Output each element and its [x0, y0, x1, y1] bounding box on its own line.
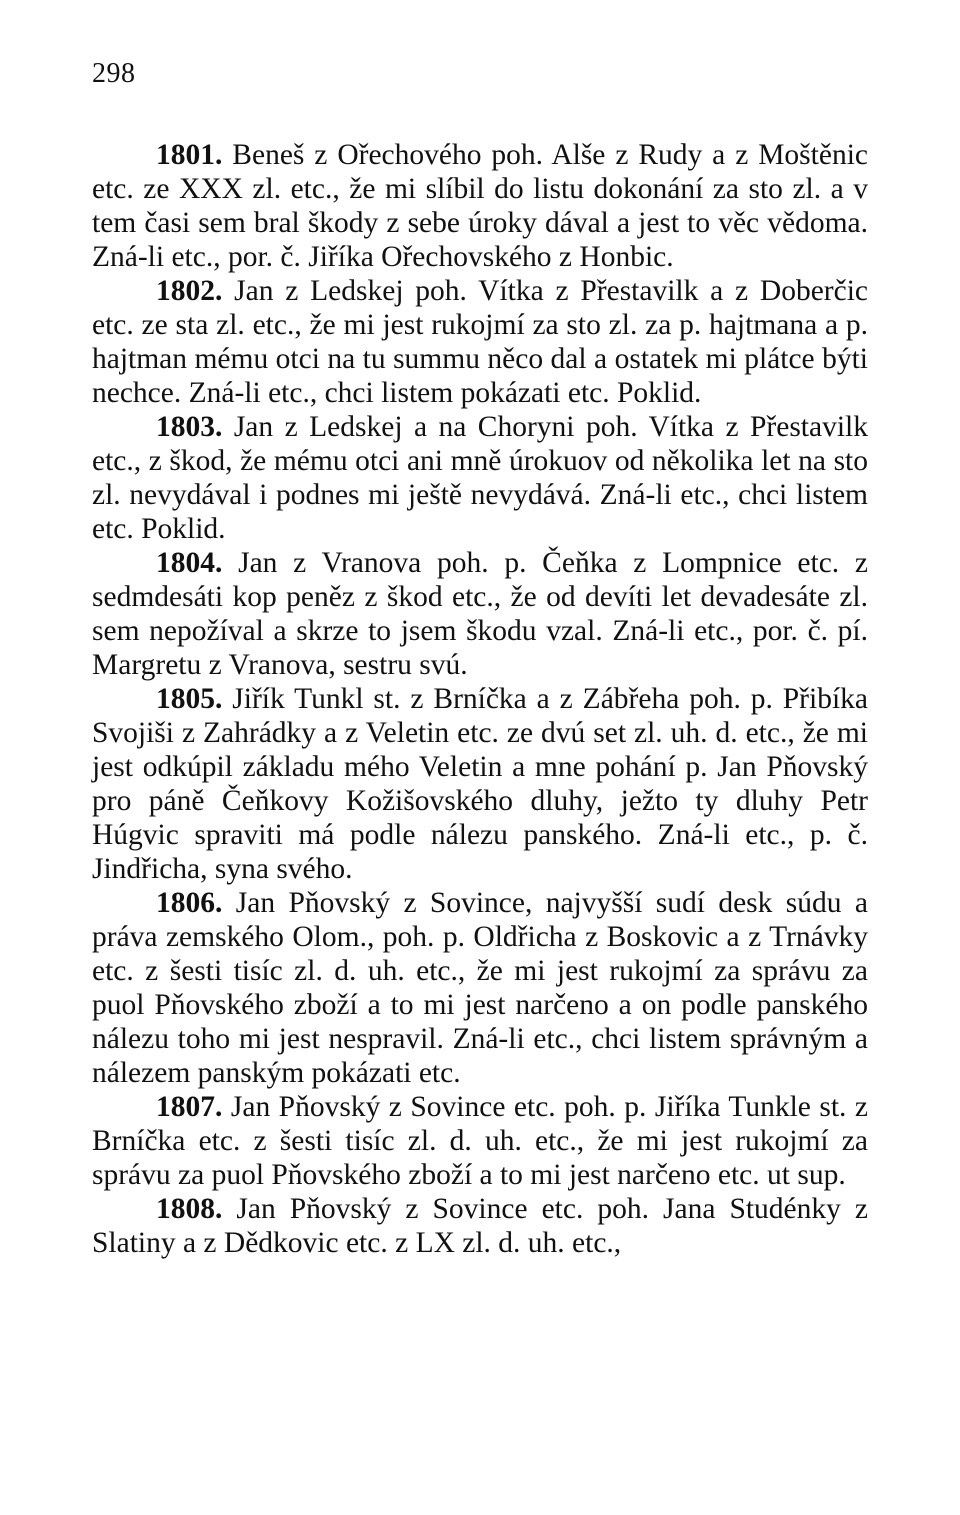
entry-number: 1801. — [156, 139, 223, 171]
entry-1804 — [92, 546, 868, 682]
entry-1803 — [92, 410, 868, 546]
entry-text: Jan z Ledskej poh. Vítka z Přestavilk a z Doberčic etc. ze sta zl. etc., že mi jest rukojmí za sto zl. za p. hajtmana a p. hajtman mému otci na tu summu něco dal a ostatek mi plátce býti nechce. Zná-li etc., chci listem pokázati etc. Poklid. — [92, 275, 868, 409]
entry-1806 — [92, 886, 868, 1090]
entry-text: Beneš z Ořechového poh. Alše z Rudy a z Moštěnic etc. ze XXX zl. etc., že mi slíbil do listu dokonání za sto zl. a v tem časi sem bral škody z sebe úroky dával a jest to věc vědoma. Zná-li etc., por. č. Jiříka Ořechovského z Honbic. — [92, 139, 868, 273]
entry-1801 — [92, 138, 868, 274]
page — [92, 56, 868, 1260]
entry-text: Jan z Ledskej a na Choryni poh. Vítka z Přestavilk etc., z škod, že mému otci ani mně úrokuov od několika let na sto zl. nevydával i podnes mi ještě nevydává. Zná-li etc., chci listem etc. Poklid. — [92, 411, 868, 545]
entry-number: 1802. — [156, 275, 223, 307]
entry-number: 1805. — [156, 683, 223, 715]
entry-1807 — [92, 1090, 868, 1192]
entry-number: 1808. — [156, 1193, 223, 1225]
entry-number: 1803. — [156, 411, 223, 443]
entry-text: Jan Pňovský z Sovince etc. poh. p. Jiříka Tunkle st. z Brníčka etc. z šesti tisíc zl. d. uh. etc., že mi jest rukojmí za správu za puol Pňovského zboží a to mi jest narčeno etc. ut sup. — [92, 1091, 869, 1191]
entry-text: Jiřík Tunkl st. z Brníčka a z Zábřeha poh. p. Přibíka Svojiši z Zahrádky a z Veletin etc. ze dvú set zl. uh. d. etc., že mi jest odkúpil základu mého Veletin a mne pohání p. Jan Pňovský pro páně Čeňkovy Kožišovského dluhy, ježto ty dluhy Petr Húgvic spraviti má podle nálezu panského. Zná-li etc., p. č. Jindřicha, syna svého. — [92, 683, 868, 885]
entry-1802 — [92, 274, 868, 410]
page-number: 298 — [92, 58, 136, 89]
entry-text: Jan Pňovský z Sovince, najvyšší sudí desk súdu a práva zemského Olom., poh. p. Oldřicha z Boskovic a z Trnávky etc. z šesti tisíc zl. d. uh. etc., že mi jest rukojmí za správu za puol Pňovského zboží a to mi jest narčeno a on podle panského nálezu toho mi jest nespravil. Zná-li etc., chci listem správným a nálezem panským pokázati etc. — [92, 887, 868, 1089]
entry-1808 — [92, 1192, 868, 1260]
entry-number: 1807. — [156, 1091, 223, 1123]
entry-number: 1804. — [156, 547, 223, 579]
entry-1805 — [92, 682, 868, 886]
entry-text: Jan z Vranova poh. p. Čeňka z Lompnice etc. z sedmdesáti kop peněz z škod etc., že od devíti let devadesáte zl. sem nepožíval a skrze to jsem škodu vzal. Zná-li etc., por. č. pí. Margretu z Vranova, sestru svú. — [92, 547, 868, 681]
entry-text: Jan Pňovský z Sovince etc. poh. Jana Studénky z Slatiny a z Dědkovic etc. z LX zl. d. uh. etc., — [92, 1193, 869, 1259]
entry-number: 1806. — [156, 887, 223, 919]
